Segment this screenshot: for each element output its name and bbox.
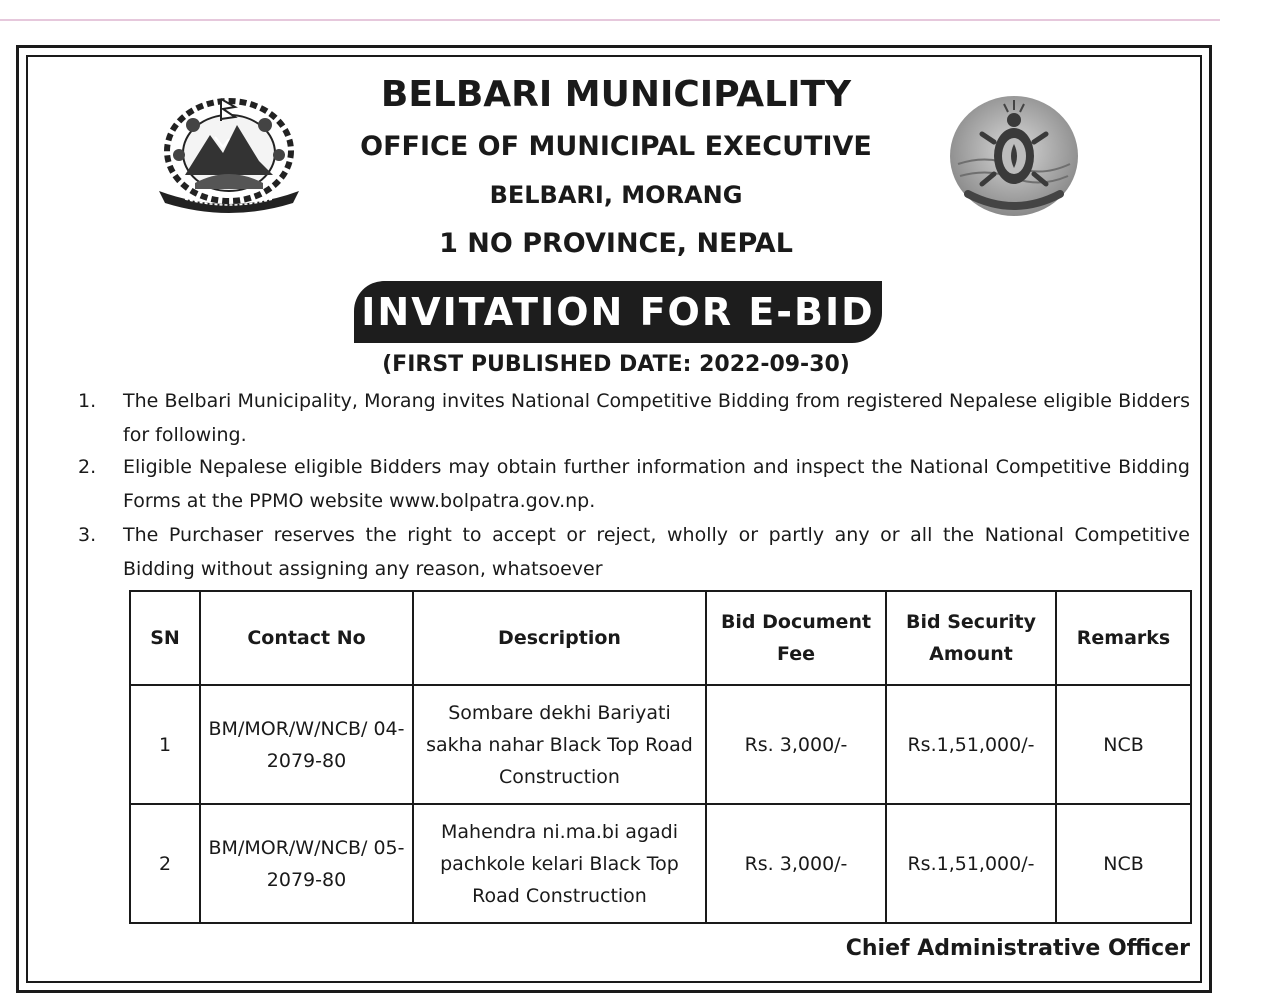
top-divider — [0, 19, 1220, 21]
province-title: 1 NO PROVINCE, NEPAL — [439, 228, 793, 259]
table-header-row — [130, 591, 1191, 685]
bid-table — [129, 590, 1192, 924]
table-row — [130, 685, 1191, 804]
item-number: 2. — [78, 456, 97, 478]
cell-sn: 2 — [130, 804, 200, 923]
published-date: (FIRST PUBLISHED DATE: 2022-09-30) — [382, 352, 850, 377]
column-header-bid-document-fee: Bid Document Fee — [706, 591, 886, 685]
column-header-bid-security-amount: Bid Security Amount — [886, 591, 1056, 685]
cell-remarks: NCB — [1056, 685, 1191, 804]
cell-bid-security-amount: Rs.1,51,000/- — [886, 685, 1056, 804]
column-header-contact-no: Contact No — [200, 591, 413, 685]
cell-remarks: NCB — [1056, 804, 1191, 923]
cell-bid-security-amount: Rs.1,51,000/- — [886, 804, 1056, 923]
notice-item — [78, 384, 1190, 452]
signature-title: Chief Administrative Officer — [845, 936, 1190, 961]
table-row — [130, 804, 1191, 923]
item-text: Eligible Nepalese eligible Bidders may obtain further information and inspect the National Competitive Bidding Forms at the PPMO website www.bolpatra.gov.np. — [123, 456, 1190, 512]
cell-bid-document-fee: Rs. 3,000/- — [706, 804, 886, 923]
column-header-remarks: Remarks — [1056, 591, 1191, 685]
cell-bid-document-fee: Rs. 3,000/- — [706, 685, 886, 804]
cell-contact-no: BM/MOR/W/NCB/ 05-2079-80 — [200, 804, 413, 923]
column-header-sn: SN — [130, 591, 200, 685]
item-text: The Purchaser reserves the right to accept or reject, wholly or partly any or all the National Competitive Bidding without assigning any reason, whatsoever — [123, 524, 1190, 580]
cell-contact-no: BM/MOR/W/NCB/ 04-2079-80 — [200, 685, 413, 804]
cell-description: Sombare dekhi Bariyati sakha nahar Black Top Road Construction — [413, 685, 706, 804]
item-number: 1. — [78, 390, 97, 412]
notice-banner: INVITATION FOR E-BID — [354, 281, 882, 343]
column-header-description: Description — [413, 591, 706, 685]
cell-description: Mahendra ni.ma.bi agadi pachkole kelari Black Top Road Construction — [413, 804, 706, 923]
cell-sn: 1 — [130, 685, 200, 804]
notice-item — [78, 518, 1190, 586]
location-title: BELBARI, MORANG — [489, 181, 743, 209]
item-text: The Belbari Municipality, Morang invites National Competitive Bidding from registered Nepalese eligible Bidders for following. — [123, 390, 1190, 446]
notice-item — [78, 450, 1190, 518]
municipality-title: BELBARI MUNICIPALITY — [380, 74, 852, 115]
item-number: 3. — [78, 524, 97, 546]
office-title: OFFICE OF MUNICIPAL EXECUTIVE — [360, 131, 872, 162]
